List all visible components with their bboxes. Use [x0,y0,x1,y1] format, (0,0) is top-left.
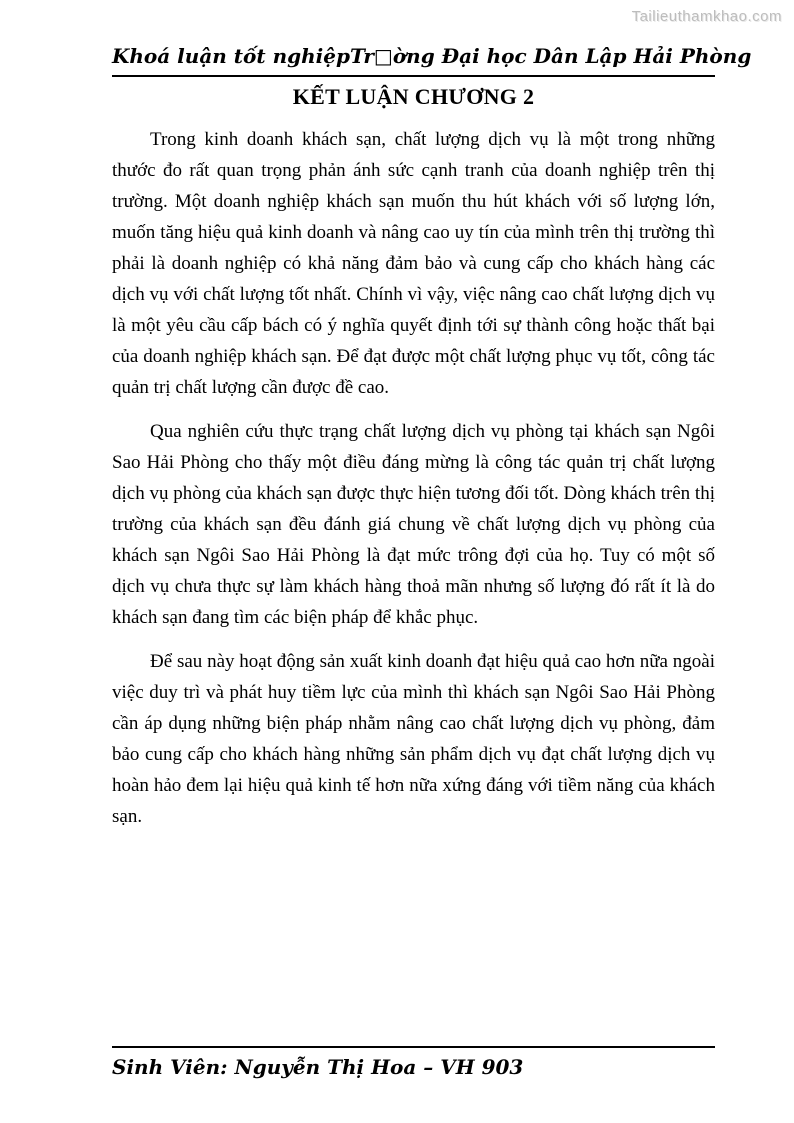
paragraph-1: Trong kinh doanh khách sạn, chất lượng dịch vụ là một trong những thước đo rất quan trọng phản ánh sức cạnh tranh của doanh nghiệp trên thị trường. Một doanh nghiệp khách sạn muốn thu hút khách với số lượng lớn, muốn tăng hiệu quả kinh doanh và nâng cao uy tín của mình trên thị trường thì phải là doanh nghiệp có khả năng đảm bảo và cung cấp cho khách hàng các dịch vụ với chất lượng tốt nhất. Chính vì vậy, việc nâng cao chất lượng dịch vụ là một yêu cầu cấp bách có ý nghĩa quyết định tới sự thành công hoặc thất bại của doanh nghiệp khách sạn. Để đạt được một chất lượng phục vụ tốt, công tác quản trị chất lượng cần được đề cao. [112,129,715,398]
footer-student-name: Sinh Viên: Nguyễn Thị Hoa – VH 903 [112,1055,524,1079]
page-footer [112,1046,715,1079]
chapter-conclusion-title: KẾT LUẬN CHƯƠNG 2 [292,84,535,109]
page-header [112,44,752,77]
header-thesis-label: Khoá luận tốt nghiệp [112,44,350,68]
header-university-name: Tr□ờng Đại học Dân Lập Hải Phòng [349,44,752,68]
document-body [112,124,715,832]
paragraph-3: Để sau này hoạt động sản xuất kinh doanh đạt hiệu quả cao hơn nữa ngoài việc duy trì và phát huy tiềm lực của mình thì khách sạn Ngôi Sao Hải Phòng cần áp dụng những biện pháp nhằm nâng cao chất lượng dịch vụ phòng, đảm bảo cung cấp cho khách hàng những sản phẩm dịch vụ đạt chất lượng dịch vụ hoàn hảo đem lại hiệu quả kinh tế hơn nữa xứng đáng với tiềm năng của khách sạn. [112,651,715,827]
paragraph-2: Qua nghiên cứu thực trạng chất lượng dịch vụ phòng tại khách sạn Ngôi Sao Hải Phòng cho thấy một điều đáng mừng là công tác quản trị chất lượng dịch vụ phòng của khách sạn được thực hiện tương đối tốt. Dòng khách trên thị trường của khách sạn đều đánh giá chung về chất lượng dịch vụ phòng của khách sạn Ngôi Sao Hải Phòng là đạt mức trông đợi của họ. Tuy có một số dịch vụ chưa thực sự làm khách hàng thoả mãn nhưng số lượng đó rất ít là do khách sạn đang tìm các biện pháp để khắc phục. [112,421,715,628]
watermark-text: Tailieuthamkhao.com [631,8,782,25]
